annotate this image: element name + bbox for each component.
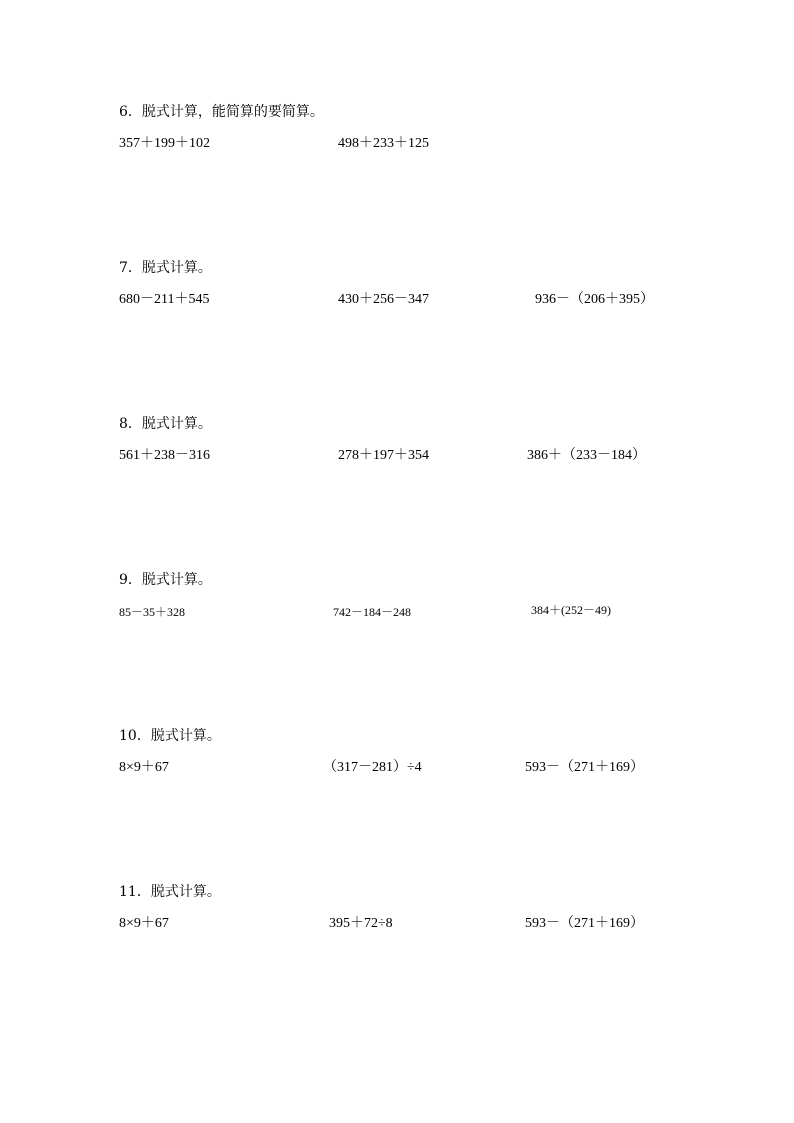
- question-10-expression-3: 593－（271＋169）: [525, 760, 644, 775]
- question-6-title: 6．脱式计算，能简算的要简算。: [119, 104, 324, 120]
- question-9-expression-1: 85－35＋328: [119, 605, 186, 619]
- question-9-expression-2: 742－184－248: [333, 605, 412, 619]
- question-10-expression-1: 8×9＋67: [119, 760, 169, 775]
- question-8-expression-3: 386＋（233－184）: [527, 448, 646, 463]
- question-7-expression-3: 936－（206＋395）: [535, 292, 654, 307]
- question-9-title: 9．脱式计算。: [119, 572, 212, 588]
- question-6-expression-1: 357＋199＋102: [119, 136, 210, 151]
- question-11-expression-3: 593－（271＋169）: [525, 916, 644, 931]
- question-7-expression-2: 430＋256－347: [338, 292, 429, 307]
- question-7-expression-1: 680－211＋545: [119, 292, 210, 307]
- question-11-expression-2: 395＋72÷8: [329, 916, 393, 931]
- question-10-expression-2: （317－281）÷4: [323, 760, 422, 775]
- question-8-expression-2: 278＋197＋354: [338, 448, 429, 463]
- question-8-expression-1: 561＋238－316: [119, 448, 210, 463]
- question-10-title: 10．脱式计算。: [119, 728, 221, 744]
- question-6-expression-2: 498＋233＋125: [338, 136, 429, 151]
- question-11-title: 11．脱式计算。: [119, 884, 221, 900]
- question-7-title: 7．脱式计算。: [119, 260, 212, 276]
- question-11-expression-1: 8×9＋67: [119, 916, 169, 931]
- question-8-title: 8．脱式计算。: [119, 416, 212, 432]
- question-9-expression-3: 384＋(252－49): [531, 603, 611, 617]
